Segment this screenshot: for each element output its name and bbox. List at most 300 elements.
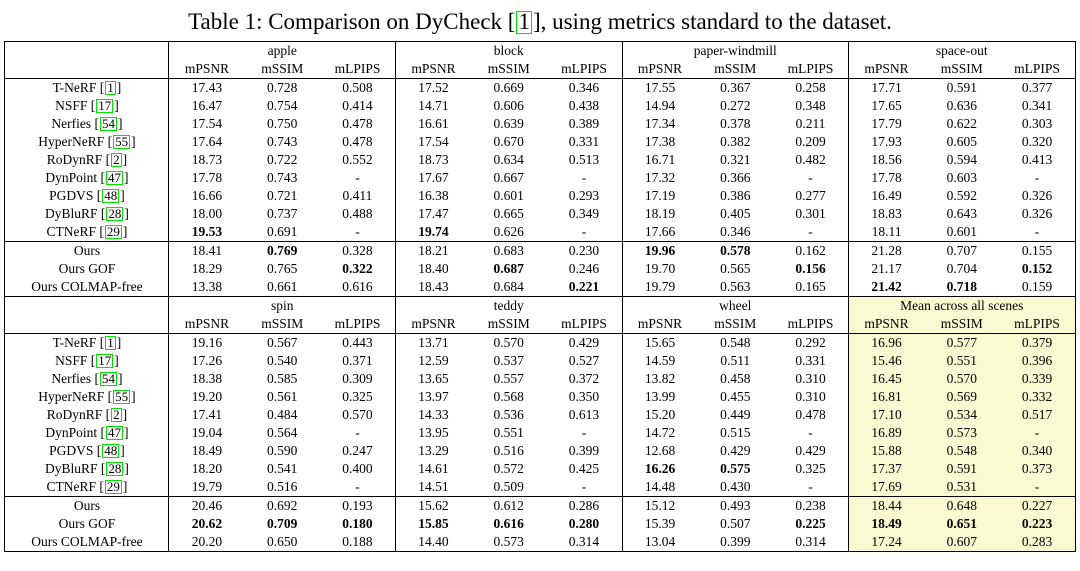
- metric-value: 0.540: [267, 353, 298, 368]
- metric-header: mLPIPS: [546, 315, 622, 334]
- citation-link[interactable]: 28: [108, 206, 122, 221]
- method-label: [5, 533, 169, 552]
- metric-value: 0.570: [342, 407, 373, 422]
- metric-value: 0.414: [342, 98, 373, 113]
- metric-value: 13.29: [395, 442, 471, 460]
- metric-value: 0.570: [493, 335, 524, 350]
- metric-value: 0.399: [568, 443, 600, 458]
- metric-value: 0.283: [1000, 533, 1076, 552]
- metric-value: 19.04: [169, 424, 245, 442]
- metric-value: -: [1000, 424, 1076, 442]
- metric-value: 0.162: [773, 242, 849, 261]
- metric-value: 0.193: [320, 497, 396, 516]
- citation-link[interactable]: 17: [98, 353, 112, 368]
- citation-link[interactable]: 48: [104, 188, 118, 203]
- metric-value: 14.33: [395, 406, 471, 424]
- metric-value: -: [581, 170, 587, 185]
- method-label: DynPoint [ 47 ]: [45, 425, 129, 440]
- metric-value: 18.56: [849, 151, 925, 169]
- metric-value: 0.537: [493, 353, 524, 368]
- metric-value: 0.223: [1000, 515, 1076, 533]
- metric-value: 0.665: [493, 206, 524, 221]
- method-name: Ours GOF: [58, 516, 116, 531]
- citation-link[interactable]: 2: [113, 152, 120, 167]
- method-name: DyBluRF: [45, 461, 98, 476]
- metric-value: 0.493: [698, 497, 774, 516]
- metric-header: mLPIPS: [320, 315, 396, 334]
- metric-value: 0.152: [1021, 261, 1053, 276]
- metric-header: mSSIM: [698, 60, 774, 79]
- metric-value: 0.246: [568, 261, 600, 276]
- metric-value: 0.227: [1000, 497, 1076, 516]
- metric-value: 0.303: [1021, 116, 1053, 131]
- metric-value: 15.85: [395, 515, 471, 533]
- metric-value: 0.564: [267, 425, 298, 440]
- metric-value: 18.20: [169, 460, 245, 478]
- metric-value: 13.71: [395, 334, 471, 353]
- metric-value: 14.72: [622, 424, 698, 442]
- metric-value: 0.721: [267, 188, 298, 203]
- scene-group-header: teddy: [395, 297, 622, 316]
- metric-value: 0.527: [568, 353, 600, 368]
- metric-value: 0.594: [946, 152, 977, 167]
- metric-header: mLPIPS: [320, 60, 396, 79]
- corner-cell: [5, 60, 169, 79]
- metric-value: 0.478: [342, 116, 373, 131]
- citation-link[interactable]: 29: [106, 479, 120, 494]
- metric-value: 0.667: [493, 170, 524, 185]
- metric-value: 0.536: [493, 407, 524, 422]
- method-label: Nerfies [ 54 ]: [51, 371, 123, 386]
- metric-value: -: [355, 224, 360, 239]
- method-name: Ours COLMAP-free: [31, 279, 143, 294]
- method-label: Nerfies [ 54 ]: [51, 116, 123, 131]
- metric-value: 0.367: [720, 80, 751, 95]
- table-row: [5, 424, 1075, 442]
- metric-value: 0.377: [1021, 80, 1053, 95]
- metric-value: 21.42: [849, 278, 925, 297]
- table-row: [5, 151, 1075, 169]
- metric-value: 17.65: [849, 97, 925, 115]
- metric-value: 21.28: [849, 242, 925, 261]
- metric-value: 0.482: [795, 152, 826, 167]
- metric-value: 0.230: [546, 242, 622, 261]
- metric-value: 14.71: [395, 97, 471, 115]
- metric-value: -: [1000, 478, 1076, 497]
- table-row: [5, 242, 1075, 261]
- metric-value: 0.372: [568, 371, 600, 386]
- metric-value: 0.314: [795, 534, 826, 549]
- metric-value: 13.99: [622, 388, 698, 406]
- metric-header-row: [5, 315, 1075, 334]
- metric-value: 0.429: [720, 443, 751, 458]
- metric-value: 0.551: [924, 352, 1000, 370]
- table-row: [5, 442, 1075, 460]
- citation-link[interactable]: 54: [102, 116, 116, 131]
- metric-value: 0.386: [720, 188, 751, 203]
- metric-value: 0.478: [342, 134, 373, 149]
- table-row: [5, 533, 1075, 552]
- citation-link[interactable]: 48: [104, 443, 118, 458]
- citation-link[interactable]: 47: [108, 170, 122, 185]
- metric-value: 0.684: [493, 279, 524, 294]
- metric-value: 18.11: [849, 223, 925, 242]
- citation-link[interactable]: 29: [106, 224, 120, 239]
- metric-value: 19.79: [169, 478, 245, 497]
- metric-value: 0.209: [795, 134, 826, 149]
- metric-value: 13.04: [622, 533, 698, 552]
- metric-value: 0.508: [342, 80, 373, 95]
- method-label: RoDynRF [ 2 ]: [46, 152, 128, 167]
- metric-value: 21.17: [849, 260, 925, 278]
- metric-value: 0.165: [795, 279, 826, 294]
- metric-value: 16.71: [622, 151, 698, 169]
- method-name: HyperNeRF: [38, 134, 105, 149]
- metric-value: 20.62: [169, 515, 245, 533]
- citation-link[interactable]: 2: [113, 407, 120, 422]
- method-label: PGDVS [ 48 ]: [49, 188, 125, 203]
- metric-value: 14.94: [622, 97, 698, 115]
- metric-value: 17.55: [622, 79, 698, 98]
- metric-value: 0.326: [1021, 206, 1053, 221]
- metric-value: 0.371: [342, 353, 373, 368]
- method-label: NSFF [ 17 ]: [55, 353, 119, 368]
- table-row: [5, 187, 1075, 205]
- metric-value: 17.34: [622, 115, 698, 133]
- metric-value: 0.585: [267, 371, 298, 386]
- metric-value: 0.769: [244, 242, 320, 261]
- metric-value: 0.650: [267, 534, 298, 549]
- metric-value: -: [581, 479, 587, 494]
- metric-value: -: [581, 224, 587, 239]
- results-table: [4, 41, 1075, 552]
- metric-value: 0.389: [568, 116, 600, 131]
- metric-value: 15.12: [622, 497, 698, 516]
- results-table-body: [5, 42, 1075, 552]
- metric-value: 15.88: [849, 442, 925, 460]
- metric-value: 18.49: [169, 442, 245, 460]
- metric-value: 17.19: [622, 187, 698, 205]
- method-label: CTNeRF [ 29 ]: [46, 479, 128, 494]
- metric-value: 0.382: [720, 134, 751, 149]
- metric-value: 0.400: [342, 461, 373, 476]
- metric-value: -: [808, 479, 813, 494]
- metric-value: 0.573: [493, 534, 524, 549]
- metric-value: 19.16: [169, 334, 245, 353]
- metric-header: mPSNR: [622, 315, 698, 334]
- metric-value: 17.69: [849, 478, 925, 497]
- citation-link[interactable]: 1: [518, 9, 530, 34]
- citation-link[interactable]: 47: [108, 425, 122, 440]
- metric-value: 0.517: [1000, 406, 1076, 424]
- metric-value: 0.349: [568, 206, 600, 221]
- metric-value: 13.95: [395, 424, 471, 442]
- metric-header: mSSIM: [244, 315, 320, 334]
- method-name: NSFF: [55, 353, 88, 368]
- method-name: Nerfies: [51, 116, 92, 131]
- metric-value: 18.43: [395, 278, 471, 297]
- metric-value: 0.561: [267, 389, 298, 404]
- citation-link[interactable]: 1: [107, 335, 114, 350]
- method-name: PGDVS: [49, 188, 94, 203]
- metric-value: 17.47: [395, 205, 471, 223]
- metric-value: 0.601: [493, 188, 524, 203]
- metric-value: 0.396: [1000, 352, 1076, 370]
- metric-value: 13.65: [395, 370, 471, 388]
- metric-value: 0.507: [720, 516, 751, 531]
- metric-value: 17.71: [849, 79, 925, 98]
- table-row: [5, 115, 1075, 133]
- metric-value: 18.73: [395, 151, 471, 169]
- metric-value: 0.156: [795, 261, 826, 276]
- metric-value: 0.577: [924, 334, 1000, 353]
- metric-value: 0.591: [924, 460, 1000, 478]
- metric-header: mLPIPS: [546, 60, 622, 79]
- group-header-row: [5, 42, 1075, 61]
- metric-value: 13.82: [622, 370, 698, 388]
- metric-value: 0.511: [720, 353, 751, 368]
- metric-value: 18.49: [849, 515, 925, 533]
- caption-text-prefix: Table 1: Comparison on DyCheck [: [188, 9, 516, 34]
- metric-value: 12.59: [395, 352, 471, 370]
- metric-value: 0.478: [795, 407, 826, 422]
- metric-value: 14.59: [622, 352, 698, 370]
- metric-value: 0.293: [568, 188, 600, 203]
- metric-value: 0.616: [342, 279, 373, 294]
- citation-link[interactable]: 28: [108, 461, 122, 476]
- method-name: Ours GOF: [58, 261, 116, 276]
- metric-value: 0.687: [493, 261, 524, 276]
- metric-value: 0.575: [720, 461, 751, 476]
- metric-value: 0.341: [1021, 98, 1053, 113]
- metric-value: 0.348: [795, 98, 826, 113]
- metric-value: 16.45: [849, 370, 925, 388]
- metric-header: mPSNR: [169, 315, 245, 334]
- metric-value: 18.41: [169, 242, 245, 261]
- metric-value: 16.38: [395, 187, 471, 205]
- metric-value: 0.709: [267, 516, 298, 531]
- corner-cell: [5, 42, 169, 61]
- scene-group-header: Mean across all scenes: [849, 297, 1076, 316]
- table-row: [5, 406, 1075, 424]
- method-name: RoDynRF: [46, 407, 103, 422]
- metric-value: 15.62: [395, 497, 471, 516]
- metric-value: 18.44: [849, 497, 925, 516]
- metric-value: 0.429: [568, 335, 600, 350]
- metric-value: -: [808, 170, 813, 185]
- metric-value: 0.670: [493, 134, 524, 149]
- method-name: Nerfies: [51, 371, 92, 386]
- metric-value: 0.639: [493, 116, 524, 131]
- metric-value: 19.70: [622, 260, 698, 278]
- metric-value: 17.54: [169, 115, 245, 133]
- metric-value: 17.24: [849, 533, 925, 552]
- corner-cell: [5, 297, 169, 316]
- metric-value: 17.41: [169, 406, 245, 424]
- metric-value: 0.743: [267, 134, 298, 149]
- metric-value: 0.458: [720, 371, 751, 386]
- metric-value: 0.531: [924, 478, 1000, 497]
- metric-value: 0.326: [1021, 188, 1053, 203]
- method-label: RoDynRF [ 2 ]: [46, 407, 128, 422]
- metric-value: 0.651: [924, 515, 1000, 533]
- method-label: [5, 515, 169, 533]
- scene-group-header: paper-windmill: [622, 42, 849, 61]
- metric-value: 16.47: [169, 97, 245, 115]
- metric-value: 17.67: [395, 169, 471, 187]
- method-label: T-NeRF [ 1 ]: [52, 335, 122, 350]
- metric-value: 0.616: [493, 516, 524, 531]
- metric-value: 0.346: [568, 80, 600, 95]
- method-label: [5, 278, 169, 297]
- metric-value: 0.607: [924, 533, 1000, 552]
- metric-value: 17.54: [395, 133, 471, 151]
- metric-value: 14.61: [395, 460, 471, 478]
- metric-header: mPSNR: [849, 60, 925, 79]
- metric-value: 0.541: [267, 461, 298, 476]
- metric-value: 0.552: [342, 152, 373, 167]
- table-row: [5, 352, 1075, 370]
- metric-value: 16.81: [849, 388, 925, 406]
- metric-value: 0.378: [720, 116, 751, 131]
- metric-value: 19.79: [622, 278, 698, 297]
- metric-value: -: [581, 425, 587, 440]
- scene-group-header: block: [395, 42, 622, 61]
- metric-value: 0.567: [267, 335, 298, 350]
- method-label: [5, 242, 169, 261]
- table-row: [5, 478, 1075, 497]
- metric-value: 0.325: [342, 389, 373, 404]
- scene-group-header: wheel: [622, 297, 849, 316]
- metric-value: 0.331: [795, 353, 826, 368]
- metric-value: -: [1034, 170, 1040, 185]
- citation-link[interactable]: 55: [115, 134, 129, 149]
- method-label: HyperNeRF [ 55 ]: [38, 389, 136, 404]
- metric-value: 0.718: [946, 279, 977, 294]
- method-name: Ours: [73, 243, 101, 258]
- method-label: HyperNeRF [ 55 ]: [38, 134, 136, 149]
- method-label: DynPoint [ 47 ]: [45, 170, 129, 185]
- metric-value: 0.350: [568, 389, 600, 404]
- metric-value: 16.66: [169, 187, 245, 205]
- metric-value: 0.310: [795, 371, 826, 386]
- method-name: CTNeRF: [46, 479, 97, 494]
- metric-value: 0.573: [924, 424, 1000, 442]
- metric-value: -: [355, 425, 360, 440]
- table-row: [5, 133, 1075, 151]
- metric-value: 0.325: [795, 461, 826, 476]
- metric-value: 17.38: [622, 133, 698, 151]
- metric-value: 17.78: [169, 169, 245, 187]
- metric-value: 0.728: [267, 80, 298, 95]
- method-name: Ours: [73, 498, 101, 513]
- metric-value: 17.78: [849, 169, 925, 187]
- metric-value: 14.51: [395, 478, 471, 497]
- citation-link[interactable]: 1: [107, 80, 114, 95]
- method-name: DyBluRF: [45, 206, 98, 221]
- metric-value: 18.40: [395, 260, 471, 278]
- metric-value: 0.339: [1000, 370, 1076, 388]
- metric-value: 17.32: [622, 169, 698, 187]
- metric-header: mLPIPS: [773, 315, 849, 334]
- metric-value: -: [808, 224, 813, 239]
- metric-value: 0.754: [267, 98, 298, 113]
- metric-value: 0.211: [795, 116, 826, 131]
- table-caption: [0, 0, 1080, 41]
- metric-value: 15.39: [622, 515, 698, 533]
- citation-link[interactable]: 17: [98, 98, 112, 113]
- citation-link[interactable]: 54: [102, 371, 116, 386]
- metric-value: 17.79: [849, 115, 925, 133]
- metric-value: 19.96: [622, 242, 698, 261]
- metric-header: mPSNR: [849, 315, 925, 334]
- metric-value: 0.648: [924, 497, 1000, 516]
- metric-header-row: [5, 60, 1075, 79]
- metric-value: 17.37: [849, 460, 925, 478]
- metric-value: 0.692: [244, 497, 320, 516]
- metric-value: 0.590: [267, 443, 298, 458]
- metric-value: 0.225: [795, 516, 826, 531]
- metric-header: mPSNR: [622, 60, 698, 79]
- metric-value: 12.68: [622, 442, 698, 460]
- metric-value: 0.669: [493, 80, 524, 95]
- metric-value: 0.683: [471, 242, 547, 261]
- metric-value: 0.272: [720, 98, 751, 113]
- corner-cell: [5, 315, 169, 334]
- table-row: [5, 169, 1075, 187]
- metric-value: 0.570: [924, 370, 1000, 388]
- metric-value: 0.155: [1000, 242, 1076, 261]
- metric-value: 14.48: [622, 478, 698, 497]
- metric-header: mSSIM: [471, 60, 547, 79]
- metric-header: mPSNR: [169, 60, 245, 79]
- metric-value: 15.65: [622, 334, 698, 353]
- metric-value: 0.765: [267, 261, 298, 276]
- metric-value: 0.743: [267, 170, 298, 185]
- method-label: [5, 497, 169, 516]
- metric-value: 13.97: [395, 388, 471, 406]
- citation-link[interactable]: 55: [115, 389, 129, 404]
- metric-value: 0.331: [568, 134, 600, 149]
- metric-value: 0.622: [946, 116, 977, 131]
- metric-value: 0.484: [267, 407, 298, 422]
- metric-value: 14.40: [395, 533, 471, 552]
- metric-value: 0.332: [1000, 388, 1076, 406]
- metric-value: 0.221: [568, 279, 600, 294]
- metric-value: 0.438: [568, 98, 600, 113]
- metric-value: 0.346: [720, 224, 751, 239]
- metric-value: 16.89: [849, 424, 925, 442]
- metric-value: 0.429: [795, 443, 826, 458]
- metric-value: 0.277: [795, 188, 826, 203]
- metric-value: 0.366: [720, 170, 751, 185]
- metric-value: 0.661: [267, 279, 298, 294]
- metric-value: 0.626: [493, 224, 524, 239]
- method-name: RoDynRF: [46, 152, 103, 167]
- metric-value: 0.180: [342, 516, 373, 531]
- metric-header: mSSIM: [244, 60, 320, 79]
- table-row: [5, 515, 1075, 533]
- table-row: [5, 97, 1075, 115]
- metric-value: 0.443: [342, 335, 373, 350]
- metric-value: 0.379: [1000, 334, 1076, 353]
- metric-header: mLPIPS: [1000, 60, 1076, 79]
- table-row: [5, 79, 1075, 98]
- metric-value: 0.707: [924, 242, 1000, 261]
- metric-header: mLPIPS: [773, 60, 849, 79]
- scene-group-header: apple: [169, 42, 396, 61]
- metric-value: 0.320: [1021, 134, 1053, 149]
